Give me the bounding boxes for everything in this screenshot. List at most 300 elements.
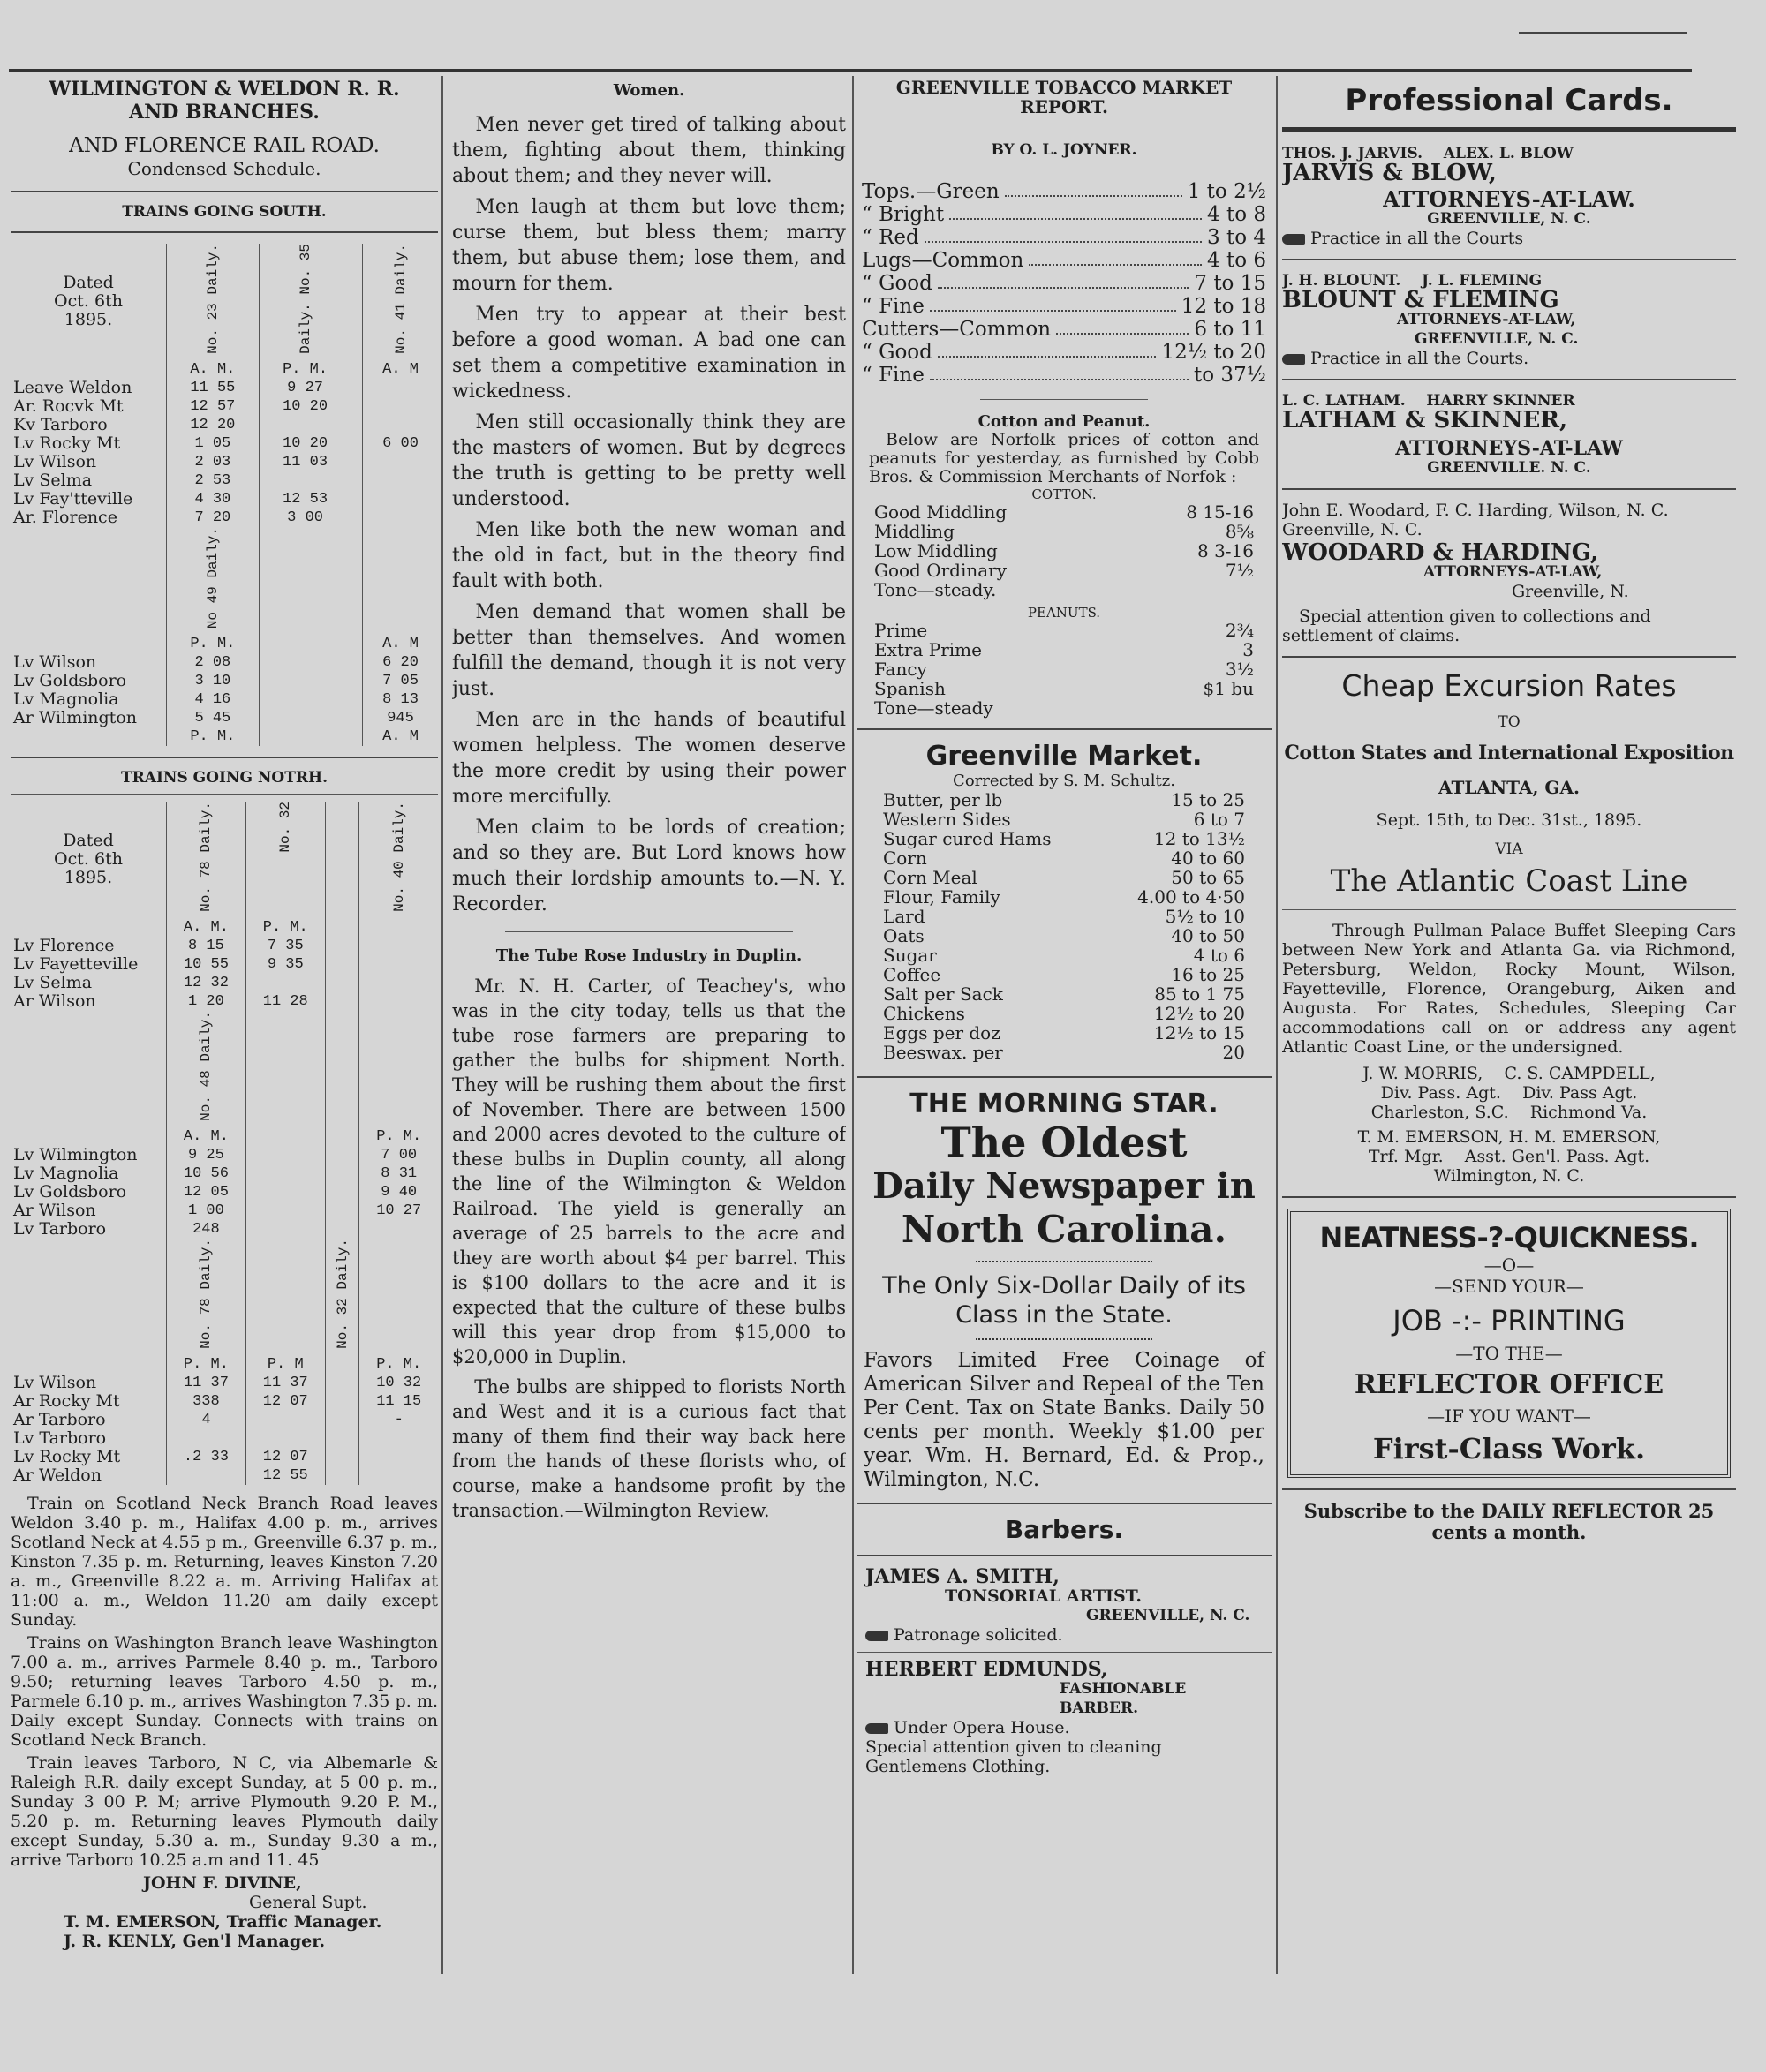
table-row <box>11 727 438 746</box>
column-header: Daily. No. 35 <box>297 244 313 354</box>
time-cell: 10 56 <box>167 1164 246 1183</box>
price-value: 3 <box>1242 639 1254 660</box>
article-paragraph: Men are in the hands of beautiful women helpless. The women deserve the more credit by using their power more mercifully. <box>452 709 846 808</box>
table-row <box>11 490 438 509</box>
column-header: No. 40 Daily. <box>390 802 407 912</box>
price-row <box>874 679 1254 698</box>
table-row <box>11 992 438 1011</box>
time-cell: 10 55 <box>167 955 246 974</box>
time-cell: 6 00 <box>363 434 438 453</box>
column-header: No. 78 Daily. <box>198 802 215 912</box>
station-name: Lv Goldsboro <box>13 1181 127 1202</box>
excursion-via: VIA <box>1495 840 1523 858</box>
station-name: Ar Wilson <box>13 1200 96 1220</box>
price-row <box>883 810 1245 829</box>
table-row <box>11 635 438 653</box>
time-cell: 7 00 <box>359 1146 438 1164</box>
ad-send: —SEND YOUR— <box>1434 1276 1584 1297</box>
time-cell: 11 37 <box>245 1374 325 1392</box>
railroad-schedule-column <box>11 78 438 1951</box>
price-row <box>883 868 1245 887</box>
peanuts-heading: PEANUTS. <box>1027 605 1101 621</box>
price-row <box>874 561 1254 580</box>
table-row <box>11 397 438 416</box>
price-value: 8 3-16 <box>1196 540 1254 561</box>
card-names: L. C. LATHAM. HARRY SKINNER <box>1282 392 1575 410</box>
price-row <box>883 848 1245 868</box>
price-label: Coffee <box>883 964 941 985</box>
time-cell: .2 33 <box>167 1448 246 1466</box>
signature-kenly: J. R. KENLY, Gen'l Manager. <box>64 1931 326 1951</box>
station-name: Lv Rocky Mt <box>13 1446 121 1466</box>
time-cell: 7 05 <box>363 672 438 690</box>
women-article <box>452 112 846 917</box>
time-cell <box>167 1466 246 1485</box>
price-row <box>862 180 1266 203</box>
tube-rose-title: The Tube Rose Industry in Duplin. <box>495 946 803 965</box>
price-label: Beeswax. per <box>883 1042 1003 1063</box>
price-value: 4 to 8 <box>1207 203 1266 226</box>
price-label: Eggs per doz <box>883 1022 1000 1044</box>
time-cell: 1 05 <box>167 434 260 453</box>
price-row <box>862 364 1266 387</box>
station-name: Lv Magnolia <box>13 1163 119 1183</box>
price-value: 3 to 4 <box>1207 226 1266 249</box>
signature-emerson: T. M. EMERSON, Traffic Manager. <box>64 1911 382 1932</box>
time-cell: P. M. <box>167 727 260 746</box>
excursion-sig2: T. M. EMERSON, H. M. EMERSON, <box>1357 1127 1661 1147</box>
note-washington: Trains on Washington Branch leave Washington 7.00 a. m., arrives Parmele 8.40 p. m., Tarboro 9.50; returning leaves Tarboro 4.50 p. m., Parmele 6.10 p. m., arrives Washington 7.35 p. m. Daily except Sunday. Connects with trains on Scotland Neck Branch. <box>11 1632 438 1750</box>
excursion-event: Cotton States and International Exposition <box>1284 742 1734 765</box>
table-row <box>11 360 438 379</box>
article-paragraph: Men still occasionally think they are the masters of women. But by degrees the truth is getting to be pretty well understood. <box>452 411 846 510</box>
price-label: Corn <box>883 848 927 869</box>
price-value: 20 <box>1222 1042 1245 1063</box>
price-label: Good Ordinary <box>874 560 1008 581</box>
table-row <box>11 1466 438 1485</box>
price-label: Lugs—Common <box>862 249 1024 272</box>
excursion-sig1-city: Charleston, S.C. Richmond Va. <box>1370 1103 1648 1122</box>
barber-smith-place: GREENVILLE, N. C. <box>1086 1607 1250 1624</box>
leader-dots <box>1005 180 1182 197</box>
table-row <box>11 937 438 955</box>
time-cell: 2 53 <box>167 471 260 490</box>
price-label: Western Sides <box>883 809 1011 830</box>
card-latham-skinner <box>1282 391 1736 478</box>
note-albemarle: Train leaves Tarboro, N C, via Albemarle & Raleigh R.R. daily except Sunday, at 5 00 p. m., Sunday 3 00 P. M; arrive Plymouth 9.20 P. M., 5.20 p. m. Returning leaves Plymouth daily except Sunday, 5.30 a. m., Sunday 9.30 a m., arrive Tarboro 10.25 a.m and 11. 45 <box>11 1752 438 1870</box>
station-name: Kv Tarboro <box>13 414 108 434</box>
time-cell: 12 20 <box>167 416 260 434</box>
card-note: Special attention given to collections and settlement of claims. <box>1282 607 1651 645</box>
price-label: Fancy <box>874 659 927 680</box>
article-paragraph: Men try to appear at their best before a good woman. A bad one can set them a competitive examination in wickedness. <box>452 304 846 403</box>
time-cell: P. M. <box>245 918 325 937</box>
ad-divider-o: —O— <box>1483 1255 1535 1276</box>
excursion-line: The Atlantic Coast Line <box>1330 863 1688 899</box>
time-cell: P. M. <box>167 635 260 653</box>
price-value: 40 to 50 <box>1171 925 1245 946</box>
card-blount-fleming <box>1282 271 1736 368</box>
barber-edmunds-note: Special attention given to cleaning Gentlemens Clothing. <box>865 1737 1162 1776</box>
table-row <box>11 709 438 727</box>
time-cell: 1 20 <box>167 992 246 1011</box>
card-firm: WOODARD & HARDING, <box>1282 539 1599 566</box>
time-cell <box>363 397 438 416</box>
price-row <box>874 640 1254 659</box>
price-row <box>883 926 1245 946</box>
leader-dots <box>949 203 1202 220</box>
station-name <box>11 360 167 379</box>
price-value: $1 bu <box>1203 678 1254 699</box>
table-row <box>11 1448 438 1466</box>
morning-star-line1: The Oldest <box>940 1119 1188 1166</box>
price-label: “ Bright <box>862 203 945 226</box>
price-row <box>874 621 1254 640</box>
table-row <box>11 1183 438 1202</box>
column-divider <box>442 76 443 1974</box>
card-place: GREENVILLE, N. C. <box>1415 330 1579 348</box>
time-cell: 3 10 <box>167 672 260 690</box>
time-cell: 6 20 <box>363 653 438 672</box>
price-row <box>883 790 1245 810</box>
north-timetable <box>11 802 438 1484</box>
tube-rose-article <box>452 974 846 1523</box>
station-name: Lv Tarboro <box>13 1428 107 1448</box>
price-row <box>874 502 1254 522</box>
price-label: “ Fine <box>862 364 925 387</box>
time-cell: P. M. <box>359 1355 438 1374</box>
station-name: Ar Wilmington <box>13 708 137 728</box>
time-cell: 248 <box>167 1220 246 1239</box>
price-value: 12½ to 20 <box>1153 1003 1245 1024</box>
barber-card-edmunds <box>857 1660 1272 1776</box>
time-cell: P. M. <box>259 360 351 379</box>
price-value: 1 to 2½ <box>1187 180 1266 203</box>
station-name: Ar Weldon <box>13 1465 102 1485</box>
excursion-dates: Sept. 15th, to Dec. 31st., 1895. <box>1376 810 1642 830</box>
leader-dots <box>930 295 1176 312</box>
time-cell <box>167 1429 246 1448</box>
station-name: Lv Wilson <box>13 652 97 673</box>
price-value: to 37½ <box>1194 364 1266 387</box>
time-cell <box>359 1448 438 1466</box>
price-label: Extra Prime <box>874 639 982 660</box>
pointing-hand-icon <box>1282 234 1305 245</box>
time-cell: 4 <box>167 1411 246 1429</box>
price-label: Low Middling <box>874 540 998 561</box>
table-row <box>11 1392 438 1411</box>
excursion-sig1: J. W. MORRIS, C. S. CAMPDELL, <box>1362 1064 1656 1083</box>
column-divider <box>1276 76 1278 1974</box>
leader-dots <box>1056 318 1189 335</box>
barber-card-smith <box>857 1567 1272 1645</box>
time-cell: 3 00 <box>259 509 351 527</box>
time-cell <box>359 1220 438 1239</box>
table-row <box>11 379 438 397</box>
table-row <box>11 1146 438 1164</box>
time-cell: 11 37 <box>167 1374 246 1392</box>
price-row <box>883 1043 1245 1062</box>
article-paragraph: Men never get tired of talking about them, fighting about them, thinking about them; and they never will. <box>452 114 846 187</box>
station-name: Lv Wilson <box>13 451 97 471</box>
price-value: 3½ <box>1225 659 1254 680</box>
cards-column <box>1282 78 1736 1543</box>
dated-label: Dated <box>63 831 114 851</box>
time-cell: 4 30 <box>167 490 260 509</box>
cotton-peanut-intro: Below are Norfolk prices of cotton and peanuts for yesterday, as furnished by Cobb Bros. & Commission Merchants of Norfok : <box>869 430 1259 486</box>
barber-edmunds-name: HERBERT EDMUNDS, <box>865 1658 1108 1681</box>
price-row <box>862 295 1266 318</box>
article-paragraph: Men laugh at them but love them; curse them, but bless them; marry them, but abuse them; lose them, and mourn for them. <box>452 196 846 295</box>
top-rule <box>9 69 1692 72</box>
time-cell <box>359 974 438 992</box>
price-label: “ Good <box>862 341 932 364</box>
price-label: Salt per Sack <box>883 983 1003 1005</box>
leader-dots <box>938 272 1189 289</box>
table-row <box>11 453 438 471</box>
time-cell: A. M. <box>167 1127 246 1146</box>
ad-title: NEATNESS-?-QUICKNESS. <box>1319 1221 1699 1255</box>
price-row <box>874 580 1254 599</box>
price-label: Good Middling <box>874 501 1008 523</box>
greenville-market-prices <box>857 790 1272 1062</box>
time-cell: 5 45 <box>167 709 260 727</box>
table-row <box>11 1355 438 1374</box>
price-label: Sugar cured Hams <box>883 828 1052 849</box>
time-cell <box>363 453 438 471</box>
station-name: Leave Weldon <box>13 377 132 397</box>
dated-date: Oct. 6th <box>54 849 123 870</box>
excursion-title: Cheap Excursion Rates <box>1341 668 1677 703</box>
morning-star-line3: North Carolina. <box>901 1208 1227 1251</box>
pointing-hand-icon <box>865 1631 888 1641</box>
time-cell: A. M <box>363 635 438 653</box>
time-cell: 8 31 <box>359 1164 438 1183</box>
table-row <box>11 1164 438 1183</box>
schedule-notes <box>11 1494 438 1870</box>
time-cell <box>363 416 438 434</box>
station-name: Lv Selma <box>13 470 93 490</box>
schedule-condensed: Condensed Schedule. <box>127 158 321 179</box>
trains-south-heading: TRAINS GOING SOUTH. <box>122 203 327 221</box>
time-cell: 945 <box>363 709 438 727</box>
table-row <box>11 434 438 453</box>
station-name: Lv Magnolia <box>13 689 119 710</box>
time-cell: 2 03 <box>167 453 260 471</box>
price-row <box>874 698 1254 718</box>
price-label: Chickens <box>883 1003 965 1024</box>
card-woodard-harding <box>1282 501 1736 645</box>
pointing-hand-icon <box>865 1723 888 1734</box>
barber-edmunds-place: Under Opera House. <box>894 1718 1070 1737</box>
article-paragraph: Men demand that women shall be better than themselves. And women fulfill the demand, though it is not very just. <box>452 601 846 700</box>
price-label: Middling <box>874 521 955 542</box>
time-cell: 12 57 <box>167 397 260 416</box>
time-cell: 12 07 <box>245 1392 325 1411</box>
card-title: ATTORNEYS-AT-LAW. <box>1383 186 1635 212</box>
time-cell: 10 20 <box>259 434 351 453</box>
time-cell: A. M <box>363 360 438 379</box>
station-name: Ar. Florence <box>13 507 117 527</box>
time-cell: 9 25 <box>167 1146 246 1164</box>
card-jarvis-blow <box>1282 144 1736 248</box>
time-cell <box>359 1466 438 1485</box>
table-row <box>11 672 438 690</box>
station-name: Lv Wilmington <box>13 1144 138 1164</box>
women-title: Women. <box>613 81 685 100</box>
time-cell: 11 55 <box>167 379 260 397</box>
price-label: Butter, per lb <box>883 789 1003 810</box>
time-cell <box>259 471 351 490</box>
station-name <box>11 1355 167 1374</box>
time-cell: A. M. <box>167 918 246 937</box>
station-name: Ar. Rocvk Mt <box>13 396 124 416</box>
price-row <box>862 249 1266 272</box>
price-row <box>883 1023 1245 1043</box>
price-value: 8 15-16 <box>1186 501 1254 523</box>
price-label: Lard <box>883 906 925 927</box>
price-row <box>862 203 1266 226</box>
table-row <box>11 1429 438 1448</box>
excursion-sig2-city: Wilmington, N. C. <box>1433 1166 1585 1186</box>
station-name: Ar Rocky Mt <box>13 1390 120 1411</box>
time-cell <box>363 509 438 527</box>
cotton-heading: COTTON. <box>1031 486 1097 502</box>
time-cell: 11 03 <box>259 453 351 471</box>
price-row <box>883 946 1245 965</box>
peanut-prices <box>857 621 1272 718</box>
table-row <box>11 918 438 937</box>
note-scotland-neck: Train on Scotland Neck Branch Road leaves Weldon 3.40 p. m., Halifax 4.00 p. m., arrives Scotland Neck at 4.55 p m., Greenville 6.37 p. m., Kinston 7.35 p. m. Returning, leaves Kinston 7.20 a. m., Greenville 8.22 a. m. Arriving Halifax at 11:00 a. m., Weldon 11.20 am daily except Sunday. <box>11 1493 438 1630</box>
time-cell <box>359 1429 438 1448</box>
time-cell: A. M. <box>167 360 260 379</box>
column-header: No. 32 <box>277 802 294 853</box>
morning-star-title: THE MORNING STAR. <box>909 1089 1219 1119</box>
price-value: 50 to 65 <box>1171 867 1245 888</box>
leader-dots <box>1029 249 1202 266</box>
morning-star-ad <box>857 1089 1272 1492</box>
top-corner-rule <box>1519 32 1687 34</box>
excursion-ad <box>1282 668 1736 1186</box>
price-label: “ Good <box>862 272 932 295</box>
time-cell: 10 27 <box>359 1202 438 1220</box>
excursion-city: ATLANTA, GA. <box>1438 777 1580 798</box>
price-row <box>883 1004 1245 1023</box>
time-cell: 7 20 <box>167 509 260 527</box>
time-cell <box>363 379 438 397</box>
table-row <box>11 1220 438 1239</box>
time-cell: 12 05 <box>167 1183 246 1202</box>
column-header: No. 48 Daily. <box>198 1010 215 1121</box>
time-cell: 12 53 <box>259 490 351 509</box>
leader-dots <box>925 226 1202 243</box>
price-row <box>874 522 1254 541</box>
table-row <box>11 974 438 992</box>
station-name: Lv Wilson <box>13 1372 97 1392</box>
station-name <box>11 727 167 746</box>
time-cell <box>359 937 438 955</box>
price-label: Flour, Family <box>883 886 1000 908</box>
price-row <box>862 341 1266 364</box>
card-firm: LATHAM & SKINNER, <box>1282 407 1568 433</box>
time-cell <box>363 490 438 509</box>
barber-smith-note: Patronage solicited. <box>894 1625 1063 1645</box>
price-label: Tone—steady <box>874 697 993 719</box>
time-cell: 4 16 <box>167 690 260 709</box>
table-row <box>11 1127 438 1146</box>
price-row <box>883 887 1245 907</box>
card-firm: BLOUNT & FLEMING <box>1282 287 1559 313</box>
time-cell <box>259 416 351 434</box>
price-label: Prime <box>874 620 928 641</box>
card-names: THOS. J. JARVIS. ALEX. L. BLOW <box>1282 145 1574 162</box>
morning-star-line2: Daily Newspaper in <box>872 1165 1256 1207</box>
schedule-title: WILMINGTON & WELDON R. R. <box>49 78 400 101</box>
station-name: Ar Wilson <box>13 991 96 1011</box>
tobacco-title: GREENVILLE TOBACCO MARKET REPORT. <box>895 78 1233 117</box>
time-cell: 8 15 <box>167 937 246 955</box>
price-row <box>862 318 1266 341</box>
time-cell: 9 27 <box>259 379 351 397</box>
leader-dots <box>938 341 1157 358</box>
table-row <box>11 1202 438 1220</box>
time-cell <box>245 1411 325 1429</box>
price-value: 12 to 13½ <box>1153 828 1245 849</box>
price-row <box>874 659 1254 679</box>
article-paragraph: Men like both the new woman and the old in fact, but in the theory find fault with both. <box>452 519 846 592</box>
morning-star-body: Favors Limited Free Coinage of American Silver and Repeal of the Ten Per Cent. Tax on State Banks. Daily 50 cents per month. Weekly $1.00 per year. Wm. H. Bernard, Ed. & Prop., Wilmington, N.C. <box>864 1349 1264 1491</box>
station-name: Lv Fayetteville <box>13 953 139 974</box>
card-title: ATTORNEYS-AT-LAW, <box>1397 311 1576 328</box>
card-names: John E. Woodard, F. C. Harding, Wilson, N. C. Greenville, N. C. <box>1282 501 1669 539</box>
price-row <box>862 226 1266 249</box>
time-cell: 11 15 <box>359 1392 438 1411</box>
greenville-market-byline: Corrected by S. M. Schultz. <box>953 772 1175 790</box>
time-cell: 10 20 <box>259 397 351 416</box>
morning-star-line4: The Only Six-Dollar Daily of its Class in the State. <box>882 1272 1246 1329</box>
dated-year: 1895. <box>64 310 113 330</box>
barbers-heading: Barbers. <box>1004 1515 1124 1544</box>
station-name: Lv Florence <box>13 935 115 955</box>
price-label: Sugar <box>883 945 937 966</box>
excursion-sig2-title: Trf. Mgr. Asst. Gen'l. Pass. Agt. <box>1368 1147 1650 1166</box>
time-cell <box>245 974 325 992</box>
dated-year: 1895. <box>64 868 113 888</box>
station-name: Lv Fay'tteville <box>13 488 133 509</box>
price-value: 8⅝ <box>1225 521 1254 542</box>
time-cell: P. M. <box>167 1355 246 1374</box>
article-paragraph: The bulbs are shipped to florists North and West and it is a curious fact that many of them find their way back here from the hands of these florists who, of course, make a handsome profit by the transaction.—Wilmington Review. <box>452 1376 846 1521</box>
schedule-subtitle: AND FLORENCE RAIL ROAD. <box>69 134 380 157</box>
price-row <box>883 907 1245 926</box>
price-label: Spanish <box>874 678 946 699</box>
ad-office: REFLECTOR OFFICE <box>1354 1369 1664 1400</box>
excursion-body: Through Pullman Palace Buffet Sleeping Cars between New York and Atlanta Ga. via Richmond, Petersburg, Weldon, Rocky Mount, Wilson, Fayetteville, Florence, Orangeburg, Aiken and Augusta. For Rates, Schedules, Sleeping Car accommodations call on or address any agent Atlantic Coast Line, or the undersigned. <box>1282 921 1736 1057</box>
excursion-to: TO <box>1498 713 1521 731</box>
ad-if: —IF YOU WANT— <box>1427 1405 1591 1427</box>
card-title: ATTORNEYS-AT-LAW, <box>1423 563 1603 581</box>
price-value: 7½ <box>1225 560 1254 581</box>
price-value: 40 to 60 <box>1171 848 1245 869</box>
price-label: “ Fine <box>862 295 925 318</box>
tobacco-prices <box>857 180 1272 387</box>
dated-date: Oct. 6th <box>54 291 123 312</box>
time-cell: P. M. <box>359 1127 438 1146</box>
column-header: No. 78 Daily. <box>198 1238 215 1349</box>
column-header: No. 32 Daily. <box>334 1238 351 1349</box>
price-value: 7 to 15 <box>1194 272 1266 295</box>
station-name <box>11 635 167 653</box>
